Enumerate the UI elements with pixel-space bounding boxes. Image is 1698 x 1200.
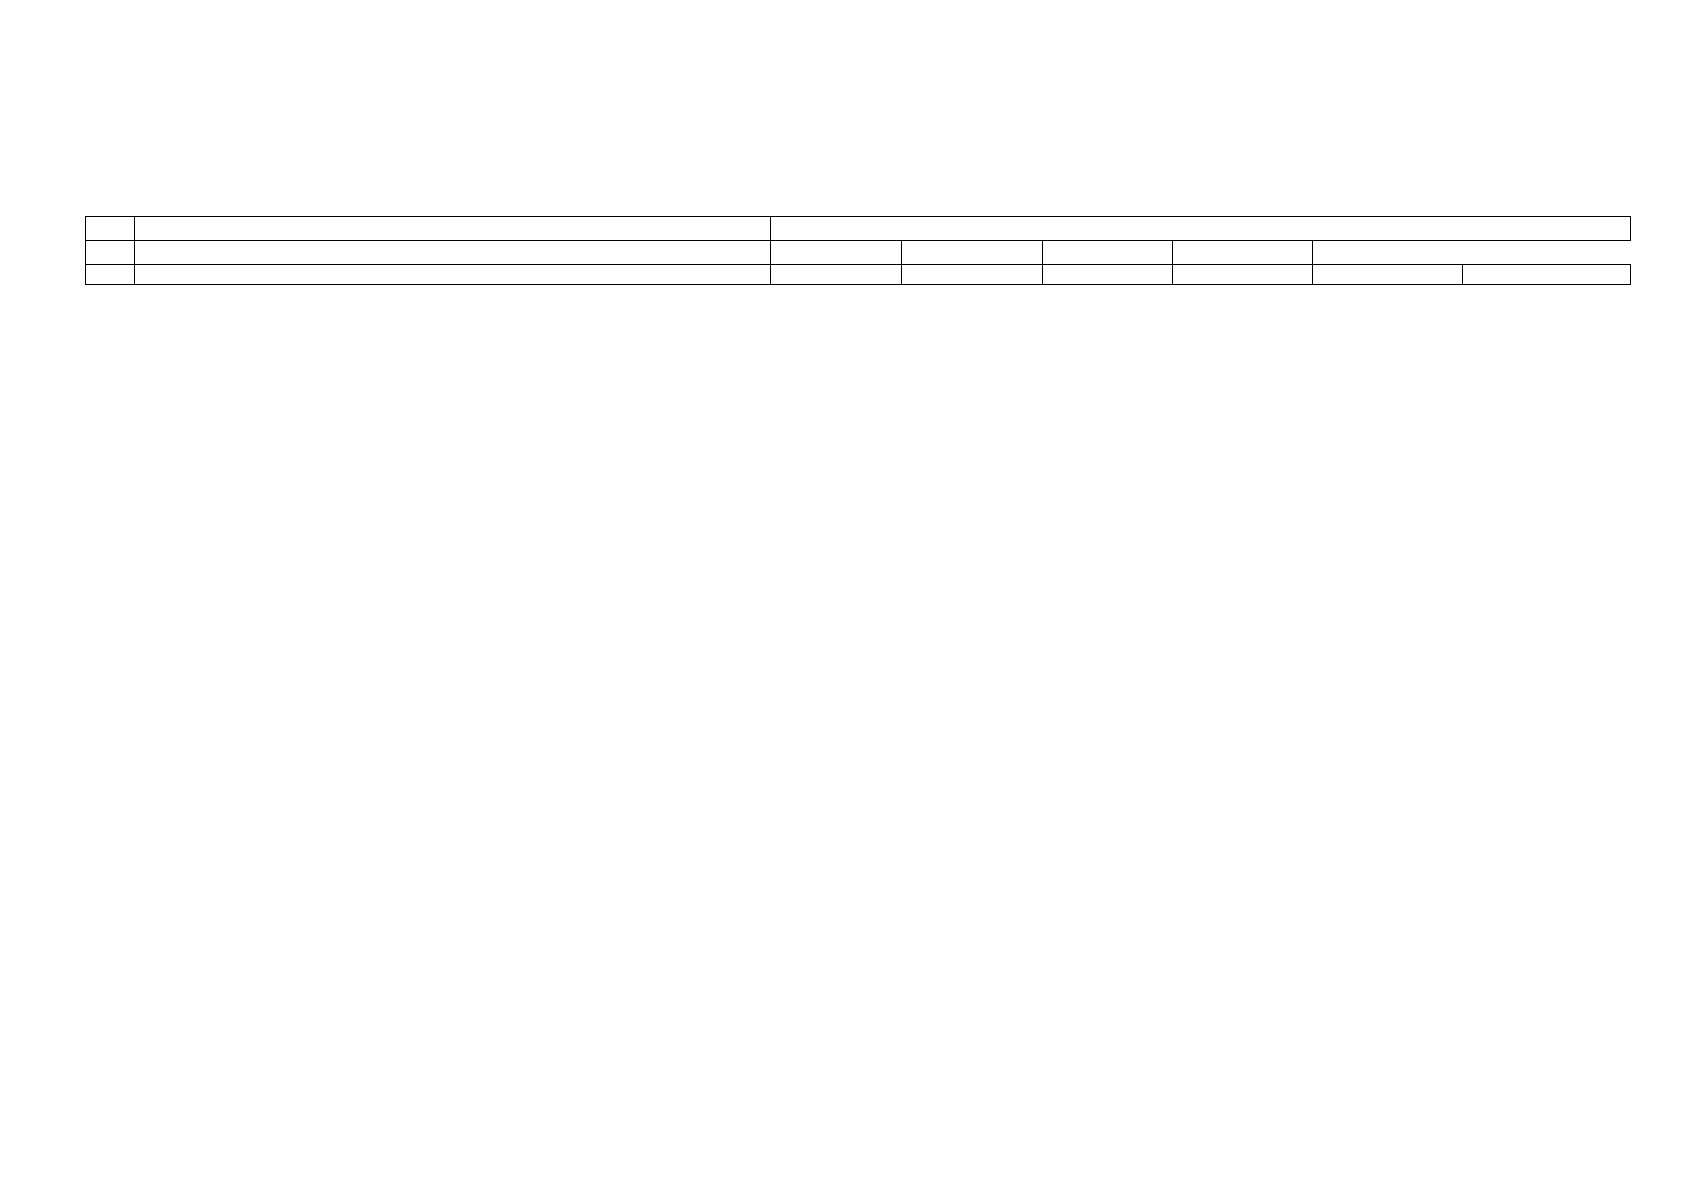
year-2028	[1043, 241, 1173, 265]
year-2025	[135, 241, 771, 265]
index-cell	[1043, 265, 1173, 285]
header-volume-cell	[771, 217, 1631, 241]
index-cell	[771, 265, 902, 285]
header-row	[86, 217, 1631, 241]
year-2027	[902, 241, 1043, 265]
header-num-cell	[86, 217, 135, 241]
year-2026	[771, 241, 902, 265]
year-total	[1173, 241, 1313, 265]
header-years-row	[86, 241, 1631, 265]
financing-table	[85, 216, 1631, 285]
year-2024	[86, 241, 135, 265]
index-cell	[135, 265, 771, 285]
index-row	[86, 265, 1631, 285]
index-cell	[1173, 265, 1313, 285]
index-cell	[1463, 265, 1631, 285]
index-cell	[902, 265, 1043, 285]
header-name-cell	[135, 217, 771, 241]
index-cell	[1313, 265, 1463, 285]
index-cell	[86, 265, 135, 285]
